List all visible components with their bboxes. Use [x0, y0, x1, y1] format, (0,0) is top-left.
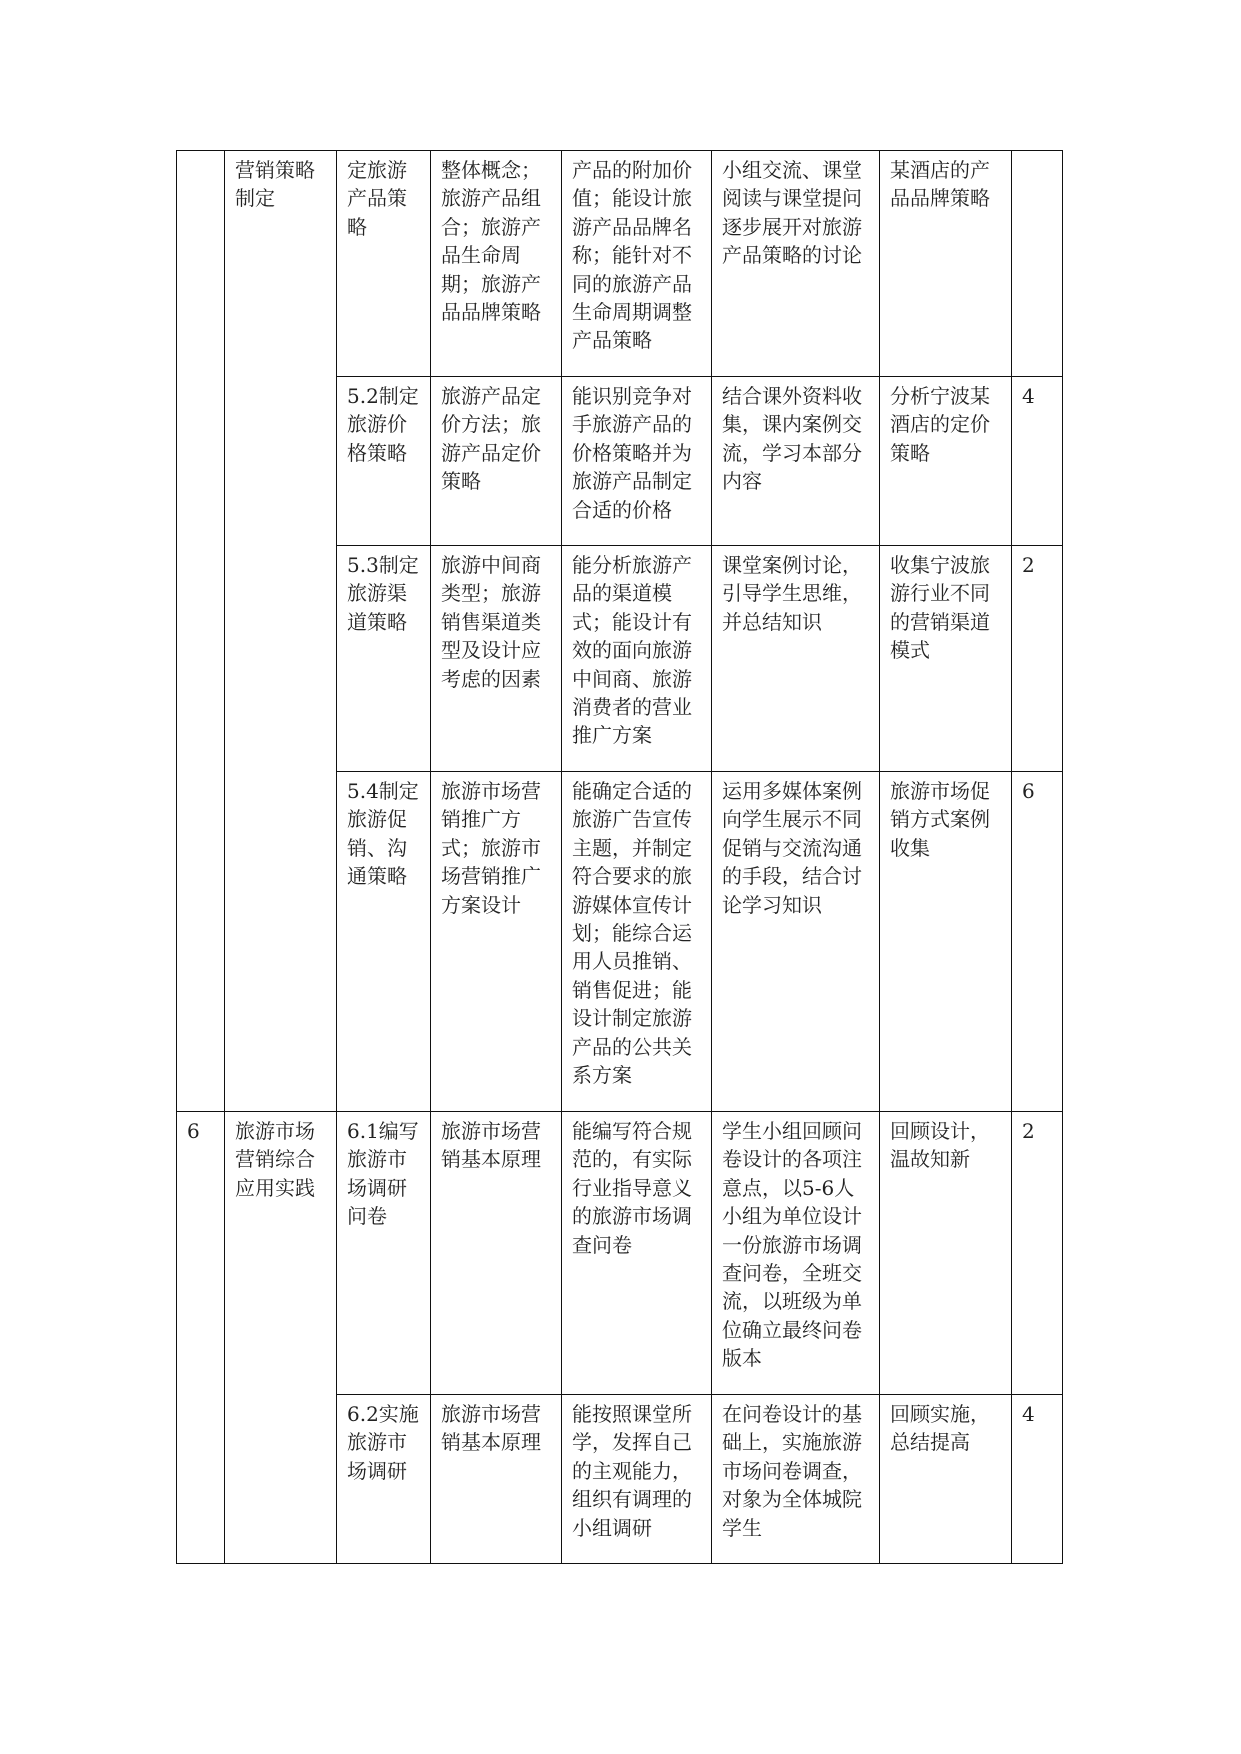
module-number-cell: 6: [177, 1112, 225, 1564]
hours-cell: 6: [1012, 772, 1063, 1112]
table-row: [177, 1112, 1063, 1395]
hours-cell: 4: [1012, 1395, 1063, 1564]
knowledge-cell: 旅游市场营销基本原理: [431, 1112, 562, 1395]
practice-cell: 旅游市场促销方式案例收集: [880, 772, 1012, 1112]
knowledge-cell: 旅游产品定价方法；旅游产品定价策略: [431, 377, 562, 546]
method-cell: 在问卷设计的基础上，实施旅游市场问卷调查，对象为全体城院学生: [712, 1395, 880, 1564]
ability-cell: 能确定合适的旅游广告宣传主题，并制定符合要求的旅游媒体宣传计划；能综合运用人员推销、销售促进；能设计制定旅游产品的公共关系方案: [562, 772, 712, 1112]
ability-cell: 产品的附加价值；能设计旅游产品品牌名称；能针对不同的旅游产品生命周期调整产品策略: [562, 151, 712, 377]
practice-cell: 收集宁波旅游行业不同的营销渠道模式: [880, 546, 1012, 772]
ability-cell: 能按照课堂所学，发挥自己的主观能力，组织有调理的小组调研: [562, 1395, 712, 1564]
practice-cell: 分析宁波某酒店的定价策略: [880, 377, 1012, 546]
module-number-cell: [177, 151, 225, 1112]
practice-cell: 回顾设计，温故知新: [880, 1112, 1012, 1395]
task-cell: 定旅游产品策略: [337, 151, 431, 377]
method-cell: 运用多媒体案例向学生展示不同促销与交流沟通的手段，结合讨论学习知识: [712, 772, 880, 1112]
curriculum-table: [176, 150, 1063, 1564]
hours-cell: 4: [1012, 377, 1063, 546]
ability-cell: 能分析旅游产品的渠道模式；能设计有效的面向旅游中间商、旅游消费者的营业推广方案: [562, 546, 712, 772]
ability-cell: 能识别竞争对手旅游产品的价格策略并为旅游产品制定合适的价格: [562, 377, 712, 546]
method-cell: 结合课外资料收集，课内案例交流，学习本部分内容: [712, 377, 880, 546]
hours-cell: 2: [1012, 1112, 1063, 1395]
module-name-cell: 旅游市场营销综合应用实践: [225, 1112, 337, 1564]
hours-cell: 2: [1012, 546, 1063, 772]
table-row: [177, 151, 1063, 377]
task-cell: 5.4制定旅游促销、沟通策略: [337, 772, 431, 1112]
practice-cell: 某酒店的产品品牌策略: [880, 151, 1012, 377]
task-cell: 6.1编写旅游市场调研问卷: [337, 1112, 431, 1395]
ability-cell: 能编写符合规范的，有实际行业指导意义的旅游市场调查问卷: [562, 1112, 712, 1395]
method-cell: 学生小组回顾问卷设计的各项注意点，以5-6人小组为单位设计一份旅游市场调查问卷，全班交流，以班级为单位确立最终问卷版本: [712, 1112, 880, 1395]
knowledge-cell: 旅游市场营销推广方式；旅游市场营销推广方案设计: [431, 772, 562, 1112]
knowledge-cell: 整体概念；旅游产品组合；旅游产品生命周期；旅游产品品牌策略: [431, 151, 562, 377]
task-cell: 5.2制定旅游价格策略: [337, 377, 431, 546]
module-name-cell: 营销策略制定: [225, 151, 337, 1112]
practice-cell: 回顾实施，总结提高: [880, 1395, 1012, 1564]
knowledge-cell: 旅游中间商类型；旅游销售渠道类型及设计应考虑的因素: [431, 546, 562, 772]
hours-cell: [1012, 151, 1063, 377]
task-cell: 5.3制定旅游渠道策略: [337, 546, 431, 772]
task-cell: 6.2实施旅游市场调研: [337, 1395, 431, 1564]
method-cell: 小组交流、课堂阅读与课堂提问逐步展开对旅游产品策略的讨论: [712, 151, 880, 377]
method-cell: 课堂案例讨论，引导学生思维，并总结知识: [712, 546, 880, 772]
knowledge-cell: 旅游市场营销基本原理: [431, 1395, 562, 1564]
